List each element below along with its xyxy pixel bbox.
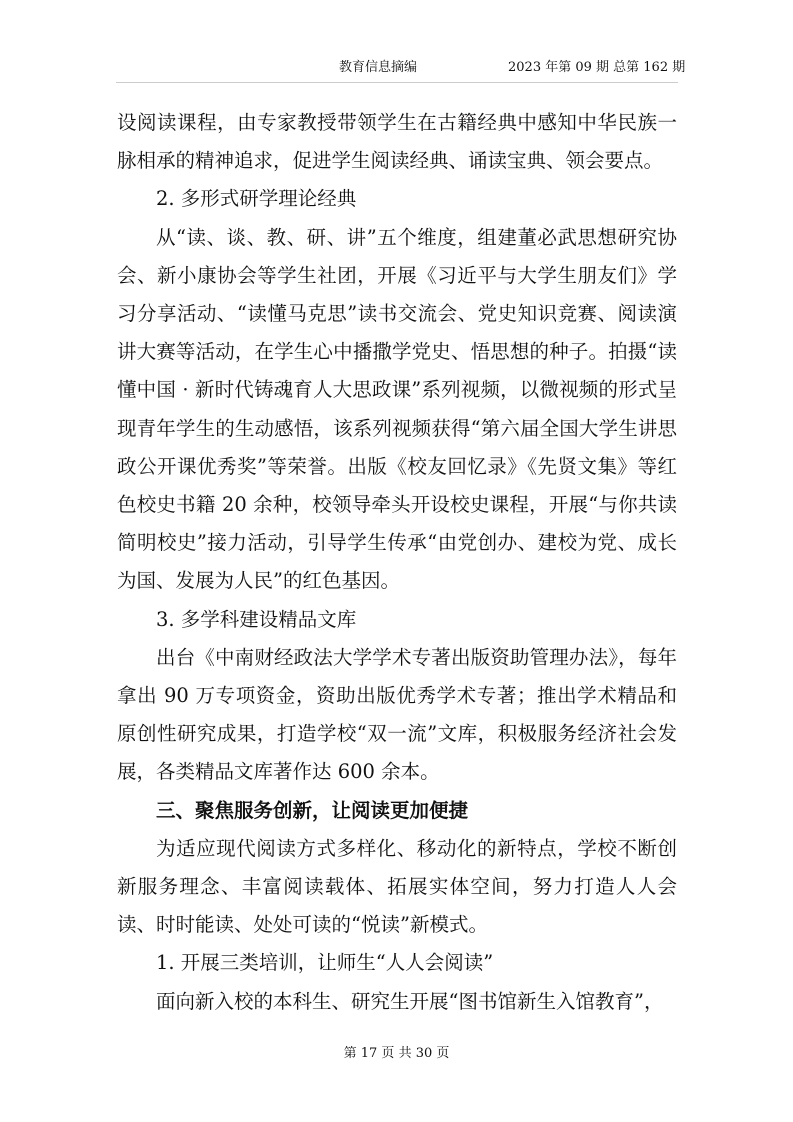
issue-number: 2023 年第 09 期 总第 162 期	[508, 60, 686, 75]
document-body	[117, 104, 677, 1021]
page-header	[0, 58, 793, 78]
page-number: 第 17 页 共 30 页	[343, 1046, 450, 1061]
paragraph-orientation: 面向新入校的本科生、研究生开展“图书馆新生入馆教育”，	[156, 989, 664, 1013]
subheading-3: 3. 多学科建设精品文库	[156, 607, 357, 631]
section-heading-3: 三、聚焦服务创新，让阅读更加便捷	[156, 798, 469, 822]
paragraph-theory-classics: 从“读、谈、教、研、讲”五个维度，组建董必武思想研究协会、新小康协会等学生社团，开展《习近平与大学生朋友们》学习分享活动、“读懂马克思”读书交流会、党史知识竞赛、阅读演讲大赛等活动，在学生心中播撒学党史、悟思想的种子。拍摄“读懂中国 · 新时代铸魂育人大思政课”系列视频，以微视频的形式呈现青年学生的生动感悟，该系列视频获得“第六届全国大学生讲思政公开课优秀奖”等荣誉。出版《校友回忆录》《先贤文集》等红色校史书籍 20 余种，校领导牵头开设校史课程，开展“与你共读简明校史”接力活动，引导学生传承“由党创办、建校为党、成长为国、发展为人民”的红色基因。	[117, 225, 677, 593]
subheading-1: 1. 开展三类培训，让师生“人人会阅读”	[156, 951, 494, 975]
paragraph-service-innovation: 为适应现代阅读方式多样化、移动化的新特点，学校不断创新服务理念、丰富阅读载体、拓展实体空间，努力打造人人会读、时时能读、处处可读的“悦读”新模式。	[117, 836, 677, 937]
publication-title: 教育信息摘编	[339, 60, 418, 75]
header-divider	[116, 82, 678, 83]
paragraph-continuation: 设阅读课程，由专家教授带领学生在古籍经典中感知中华民族一脉相承的精神追求，促进学生阅读经典、诵读宝典、领会要点。	[117, 111, 677, 173]
subheading-2: 2. 多形式研学理论经典	[156, 187, 357, 211]
paragraph-library: 出台《中南财经政法大学学术专著出版资助管理办法》，每年拿出 90 万专项资金，资助出版优秀学术专著；推出学术精品和原创性研究成果，打造学校“双一流”文库，积极服务经济社会发展，各类精品文库著作达 600 余本。	[117, 645, 677, 784]
